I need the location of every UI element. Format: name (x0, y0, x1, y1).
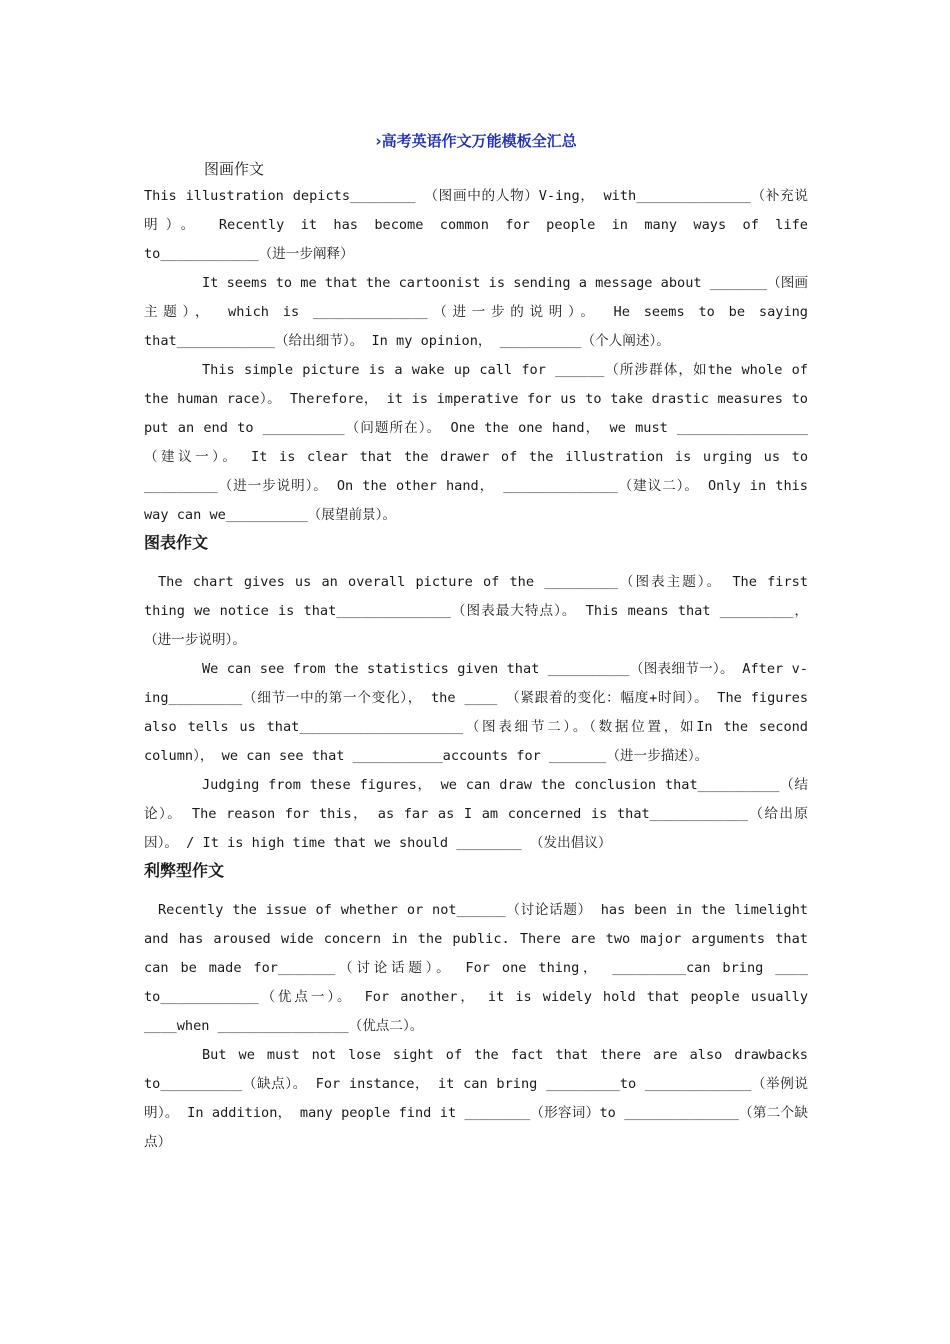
chart-paragraph-1: The chart gives us an overall picture of the _________（图表主题）。 The first thing we notice is that______________（图表最大特点）。 This means that _________，（进一步说明）。 (144, 574, 808, 648)
document-title: ›高考英语作文万能模板全汇总 (375, 132, 577, 150)
picture-paragraph-3: This simple picture is a wake up call for ______（所涉群体，如the whole of the human race）。 Therefore， it is imperative for us to take drastic measures to put an end to __________（问题所在）。 One the one hand， we must ________________（建议一）。 It is clear that the drawer of the illustration is urging us to _________（进一步说明）。 On the other hand， ______________（建议二）。 Only in this way can we__________（展望前景）。 (144, 362, 808, 523)
picture-paragraph-2: It seems to me that the cartoonist is sending a message about _______（图画主题）， which is ______________（进一步的说明）。 He seems to be saying that____________（给出细节）。 In my opinion， __________（个人阐述）。 (144, 275, 808, 349)
picture-paragraph-1: This illustration depicts________ （图画中的人物）V-ing， with______________（补充说明）。 Recently it has become common for people in many ways of life to____________（进一步阐释） (144, 188, 808, 262)
pros-cons-paragraph-1: Recently the issue of whether or not______（讨论话题） has been in the limelight and has aroused wide concern in the public. There are two major arguments that can be made for_______（讨论话题）。 For one thing， _________can bring ____ to____________（优点一）。 For another， it is widely hold that people usually ____when ________________（优点二）。 (144, 902, 808, 1034)
section-heading-picture: 图画作文 (204, 160, 265, 178)
section-heading-chart: 图表作文 (144, 533, 209, 552)
document-page (144, 128, 808, 1157)
pros-cons-paragraph-2: But we must not lose sight of the fact that there are also drawbacks to__________（缺点）。 For instance， it can bring _________to _____________（举例说明）。 In addition， many people find it ________（形容词）to ______________（第二个缺点） (144, 1047, 808, 1150)
section-heading-pros-cons: 利弊型作文 (144, 861, 225, 880)
chart-paragraph-2: We can see from the statistics given that __________（图表细节一）。 After v-ing_________（细节一中的第一个变化）， the ____ （紧跟着的变化：幅度+时间）。 The figures also tells us that____________________（图表细节二）。（数据位置，如In the second column）， we can see that ___________accounts for _______（进一步描述）。 (144, 661, 808, 764)
chart-paragraph-3: Judging from these figures， we can draw the conclusion that__________（结论）。 The reason for this， as far as I am concerned is that____________（给出原因）。 / It is high time that we should ________ （发出倡议） (144, 777, 808, 851)
